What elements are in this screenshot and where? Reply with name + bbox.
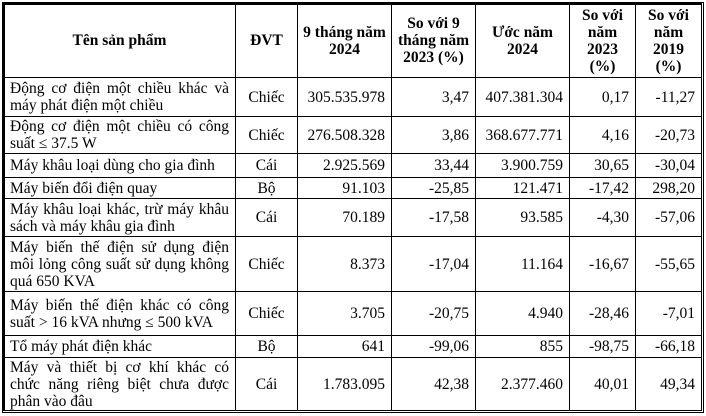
product-name: Máy khâu loại dùng cho gia đình <box>4 154 236 178</box>
value-9-months-2024: 276.508.328 <box>298 117 392 154</box>
product-name: Máy biến thế điện sử dụng điện môi lỏng công suất sử dụng không quá 650 KVA <box>4 237 236 292</box>
unit: Chiếc <box>236 292 298 336</box>
table-row <box>4 292 702 336</box>
unit: Cái <box>236 154 298 178</box>
value-estimate-2024: 11.164 <box>476 237 570 292</box>
value-9-months-2024: 305.535.978 <box>298 78 392 117</box>
table-row <box>4 178 702 199</box>
value-9-months-2024: 1.783.095 <box>298 358 392 411</box>
product-name: Máy khâu loại khác, trừ máy khâu sách và máy khâu gia đình <box>4 199 236 237</box>
pct-vs-2019: -30,04 <box>636 154 702 178</box>
pct-vs-2019: -20,73 <box>636 117 702 154</box>
pct-vs-9-months-2023: 33,44 <box>392 154 476 178</box>
unit: Chiếc <box>236 78 298 117</box>
value-estimate-2024: 407.381.304 <box>476 78 570 117</box>
pct-vs-9-months-2023: -25,85 <box>392 178 476 199</box>
pct-vs-2023: -16,67 <box>570 237 636 292</box>
unit: Bộ <box>236 336 298 358</box>
pct-vs-9-months-2023: 3,86 <box>392 117 476 154</box>
value-9-months-2024: 91.103 <box>298 178 392 199</box>
pct-vs-9-months-2023: -17,58 <box>392 199 476 237</box>
header-estimate-2024: Ước năm 2024 <box>476 4 570 78</box>
header-unit: ĐVT <box>236 4 298 78</box>
product-name: Tổ máy phát điện khác <box>4 336 236 358</box>
pct-vs-2019: -55,65 <box>636 237 702 292</box>
value-estimate-2024: 2.377.460 <box>476 358 570 411</box>
value-estimate-2024: 121.471 <box>476 178 570 199</box>
header-product-name: Tên sản phẩm <box>4 4 236 78</box>
pct-vs-2019: -57,06 <box>636 199 702 237</box>
pct-vs-2023: -28,46 <box>570 292 636 336</box>
pct-vs-2023: -17,42 <box>570 178 636 199</box>
table-row <box>4 199 702 237</box>
product-name: Máy biến thế điện khác có công suất > 16 kVA nhưng ≤ 500 kVA <box>4 292 236 336</box>
pct-vs-2023: 30,65 <box>570 154 636 178</box>
pct-vs-2019: -7,01 <box>636 292 702 336</box>
product-name: Động cơ điện một chiều khác và máy phát điện một chiều <box>4 78 236 117</box>
pct-vs-2023: 40,01 <box>570 358 636 411</box>
table-row <box>4 78 702 117</box>
pct-vs-2019: -11,27 <box>636 78 702 117</box>
pct-vs-2023: -4,30 <box>570 199 636 237</box>
pct-vs-2019: 49,34 <box>636 358 702 411</box>
unit: Cái <box>236 358 298 411</box>
pct-vs-2023: 4,16 <box>570 117 636 154</box>
unit: Chiếc <box>236 237 298 292</box>
header-9-months-2024: 9 tháng năm 2024 <box>298 4 392 78</box>
table-row <box>4 154 702 178</box>
unit: Chiếc <box>236 117 298 154</box>
product-name: Động cơ điện một chiều có công suất ≤ 37.5 W <box>4 117 236 154</box>
table-row <box>4 358 702 411</box>
header-vs-9-months-2023: So với 9 tháng năm 2023 (%) <box>392 4 476 78</box>
value-9-months-2024: 2.925.569 <box>298 154 392 178</box>
pct-vs-9-months-2023: -99,06 <box>392 336 476 358</box>
product-output-table <box>3 3 702 411</box>
unit: Cái <box>236 199 298 237</box>
header-vs-2023: So với năm 2023 (%) <box>570 4 636 78</box>
table-row <box>4 336 702 358</box>
product-name: Máy và thiết bị cơ khí khác có chức năng riêng biệt chưa được phân vào đâu <box>4 358 236 411</box>
value-estimate-2024: 855 <box>476 336 570 358</box>
pct-vs-2019: -66,18 <box>636 336 702 358</box>
product-name: Máy biến đổi điện quay <box>4 178 236 199</box>
value-9-months-2024: 641 <box>298 336 392 358</box>
pct-vs-9-months-2023: 42,38 <box>392 358 476 411</box>
pct-vs-2023: -98,75 <box>570 336 636 358</box>
value-estimate-2024: 93.585 <box>476 199 570 237</box>
value-9-months-2024: 70.189 <box>298 199 392 237</box>
pct-vs-2019: 298,20 <box>636 178 702 199</box>
value-estimate-2024: 368.677.771 <box>476 117 570 154</box>
value-9-months-2024: 8.373 <box>298 237 392 292</box>
pct-vs-9-months-2023: -17,04 <box>392 237 476 292</box>
value-estimate-2024: 3.900.759 <box>476 154 570 178</box>
pct-vs-9-months-2023: 3,47 <box>392 78 476 117</box>
pct-vs-2023: 0,17 <box>570 78 636 117</box>
value-9-months-2024: 3.705 <box>298 292 392 336</box>
header-vs-2019: So với năm 2019 (%) <box>636 4 702 78</box>
value-estimate-2024: 4.940 <box>476 292 570 336</box>
pct-vs-9-months-2023: -20,75 <box>392 292 476 336</box>
unit: Bộ <box>236 178 298 199</box>
table-row <box>4 117 702 154</box>
header-row <box>4 4 702 78</box>
table-row <box>4 237 702 292</box>
